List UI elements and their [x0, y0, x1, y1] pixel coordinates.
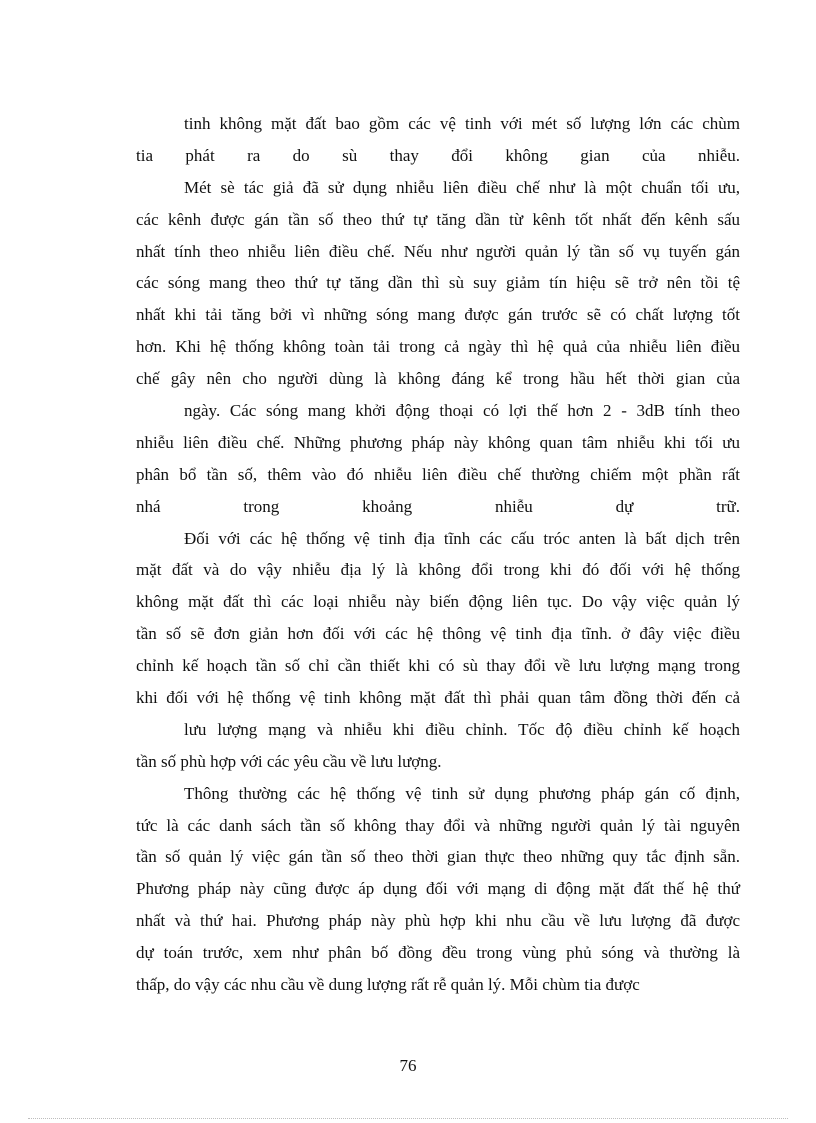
text-line: phân bổ tần số, thêm vào đó nhiễu liên điều chế thường chiếm một phần rất — [136, 464, 740, 484]
text-line: tinh không mặt đất bao gồm các vệ tinh với mét số lượng lớn các chùm — [184, 114, 740, 133]
text-line: chỉnh kế hoạch tần số chỉ cần thiết khi có sù thay đổi về lưu lượng mạng trong — [136, 656, 740, 676]
text-line: Thông thường các hệ thống vệ tinh sử dụng phương pháp gán cố định, — [184, 783, 740, 803]
text-line: ngày. Các sóng mang khởi động thoại có lợi thế hơn 2 - 3dB tính theo — [184, 401, 740, 421]
text-line: nhất khi tải tăng bởi vì những sóng mang được gán trước sẽ có chất lượng tốt — [136, 305, 740, 325]
text-line: nhá trong khoảng nhiễu dự trữ. — [136, 496, 740, 516]
text-line: lưu lượng mạng và nhiễu khi điều chỉnh. Tốc độ điều chỉnh kế hoạch — [184, 719, 740, 739]
text-line: dự toán trước, xem như phân bố đồng đều trong vùng phủ sóng và thường là — [136, 943, 740, 963]
text-line: tia phát ra do sù thay đổi không gian của nhiễu. — [136, 145, 740, 165]
text-line: Phương pháp này cũng được áp dụng đối với mạng di động mặt đất thế hệ thứ — [136, 879, 740, 899]
page-bottom-divider — [28, 1118, 788, 1119]
page-number: 76 — [399, 1056, 417, 1075]
text-line: thấp, do vậy các nhu cầu về dung lượng rất rễ quản lý. Mỗi chùm tia được — [136, 975, 640, 995]
text-line: mặt đất và do vậy nhiễu địa lý là không đổi trong khi đó đối với hệ thống — [136, 560, 740, 580]
text-line: nhiễu liên điều chế. Những phương pháp này không quan tâm nhiễu khi tối ưu — [136, 432, 740, 452]
text-line: nhất và thứ hai. Phương pháp này phù hợp khi nhu cầu về lưu lượng đã được — [136, 911, 740, 931]
text-line: các kênh được gán tần số theo thứ tự tăng dần từ kênh tốt nhất đến kênh sấu — [136, 209, 740, 229]
text-line: nhất tính theo nhiễu liên điều chế. Nếu như người quản lý tần số vụ tuyến gán — [136, 241, 740, 261]
text-line: Đối với các hệ thống vệ tinh địa tĩnh các cấu tróc anten là bất dịch trên — [184, 528, 740, 548]
text-line: hơn. Khi hệ thống không toàn tải trong cả ngày thì hệ quả của nhiễu liên điều — [136, 337, 740, 357]
body-text — [136, 108, 740, 1001]
text-line: các sóng mang theo thứ tự tăng dần thì sù suy giảm tín hiệu sẽ trở nên tồi tệ — [136, 273, 740, 293]
text-line: tần số sẽ đơn giản hơn đối với các hệ thông vệ tinh địa tĩnh. ở đây việc điều — [136, 624, 740, 644]
text-line: không mặt đất thì các loại nhiễu này biến động liên tục. Do vậy việc quản lý — [136, 592, 740, 612]
text-line: tần số phù hợp với các yêu cầu về lưu lượng. — [136, 751, 442, 771]
text-line: tức là các danh sách tần số không thay đổi và những người quản lý tài nguyên — [136, 815, 740, 835]
text-line: tần số quản lý việc gán tần số theo thời gian thực theo những quy tắc định sẵn. — [136, 847, 740, 867]
text-line: chế gây nên cho người dùng là không đáng kể trong hầu hết thời gian của — [136, 369, 740, 389]
text-line: Mét sè tác giả đã sử dụng nhiễu liên điều chế như là một chuẩn tối ưu, — [184, 177, 740, 197]
text-line: khi đối với hệ thống vệ tinh không mặt đất thì phải quan tâm đồng thời đến cả — [136, 688, 740, 708]
